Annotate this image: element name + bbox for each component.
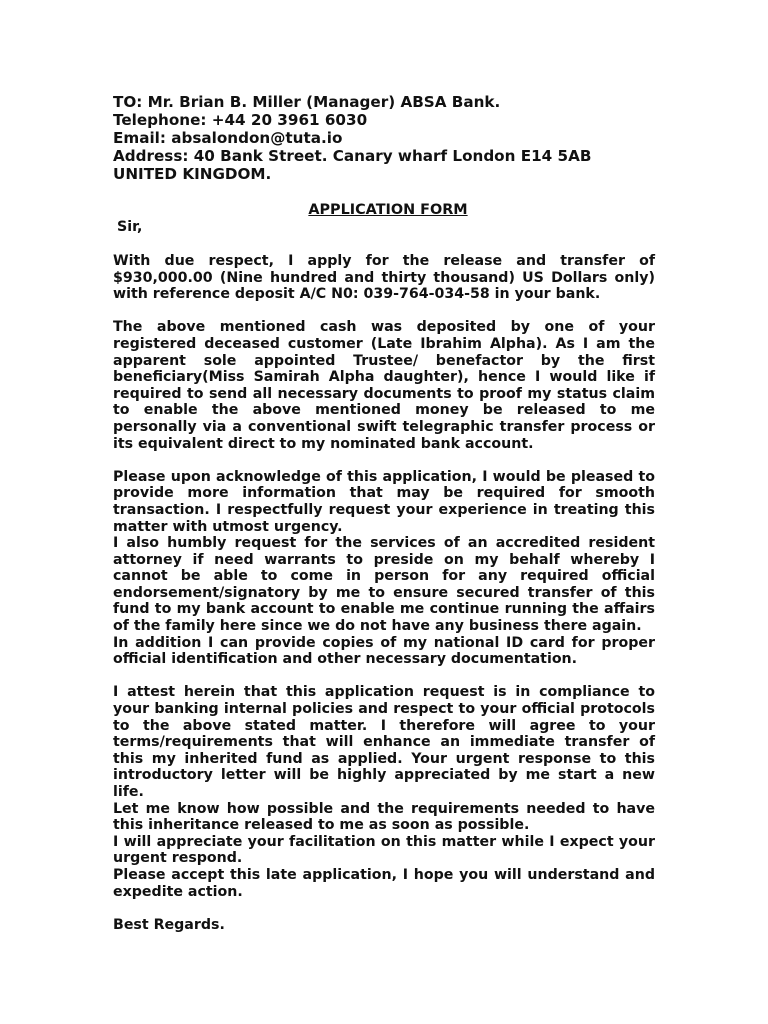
letter-page [113,93,655,933]
body-paragraph: I will appreciate your facilitation on this matter while I expect your urgent respond. [113,833,655,867]
document-title: APPLICATION FORM [308,202,468,218]
recipient-name: TO: Mr. Brian B. Miller (Manager) ABSA Bank. [113,93,501,111]
body-paragraph: I attest herein that this application request is in compliance to your banking internal policies and respect to your official protocols to the above stated matter. I therefore will agree to your terms/requirements that will enhance an immediate transfer of this my inherited fund as applied. Your urgent response to this introductory letter will be highly appreciated by me start a new life. [113,684,655,800]
body-paragraph: I also humbly request for the services of an accredited resident attorney if need warrants to preside on my behalf whereby I cannot be able to come in person for any required official endorsement/signatory by me to ensure secured transfer of this fund to my bank account to enable me continue running the affairs of the family here since we do not have any business there again. [113,535,655,635]
recipient-country: UNITED KINGDOM. [113,165,272,183]
salutation: Sir, [117,219,143,235]
recipient-address: Address: 40 Bank Street. Canary wharf London E14 5AB [113,147,592,165]
body-paragraph: The above mentioned cash was deposited by one of your registered deceased customer (Late Ibrahim Alpha). As I am the apparent sole appointed Trustee/ benefactor by the first beneficiary(Miss Samirah Alpha daughter), hence I would like if required to send all necessary documents to proof my status claim to enable the above mentioned money be released to me personally via a conventional swift telegraphic transfer process or its equivalent direct to my nominated bank account. [113,319,655,452]
body-paragraph: Please upon acknowledge of this application, I would be pleased to provide more information that may be required for smooth transaction. I respectfully request your experience in treating this matter with utmost urgency. [113,468,655,535]
closing: Best Regards. [113,916,225,933]
body-paragraph: Let me know how possible and the requirements needed to have this inheritance released to me as soon as possible. [113,800,655,834]
body-paragraph: With due respect, I apply for the release and transfer of $930,000.00 (Nine hundred and thirty thousand) US Dollars only) with reference deposit A/C N0: 039-764-034-58 in your bank. [113,253,655,303]
recipient-email: Email: absalondon@tuta.io [113,129,343,147]
body-paragraph: Please accept this late application, I hope you will understand and expedite action. [113,866,655,900]
recipient-block [113,93,655,183]
recipient-telephone: Telephone: +44 20 3961 6030 [113,111,368,129]
body-paragraph: In addition I can provide copies of my national ID card for proper official identification and other necessary documentation. [113,634,655,668]
